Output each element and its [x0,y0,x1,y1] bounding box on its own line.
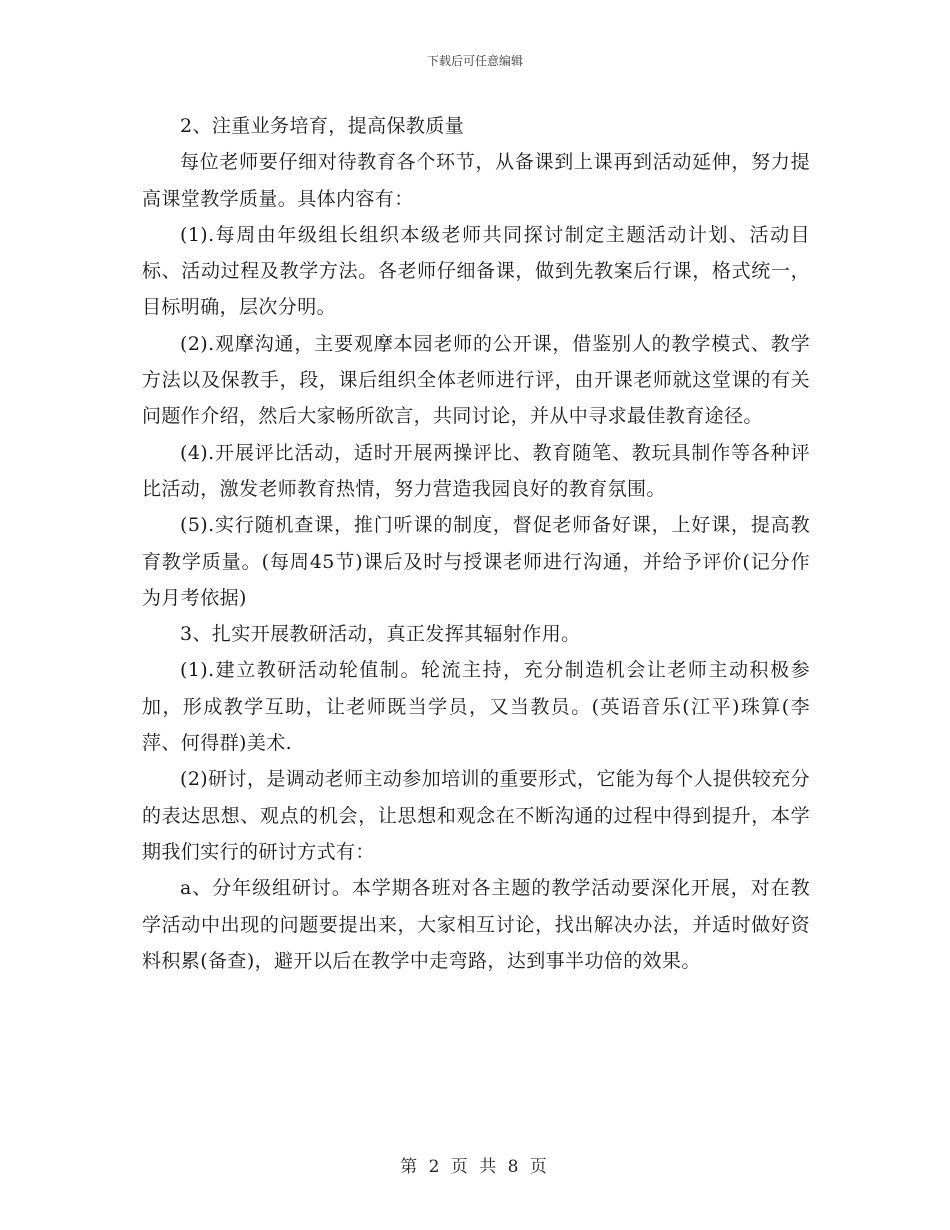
paragraph-research-a: a、分年级组研讨。本学期各班对各主题的教学活动要深化开展，对在教学活动中出现的问题要提出来，大家相互讨论，找出解决办法，并适时做好资料积累(备查)，避开以后在教学中走弯路，达到事半功倍的效果。 [142,877,810,972]
paragraph-item-1: (1).每周由年级组长组织本级老师共同探讨制定主题活动计划、活动目标、活动过程及教学方法。各老师仔细备课，做到先教案后行课，格式统一，目标明确，层次分明。 [142,223,810,319]
section-heading-2: 2、注重业务培育，提高保教质量 [180,115,465,137]
paragraph-item-4: (4).开展评比活动，适时开展两操评比、教育随笔、教玩具制作等各种评比活动，激发老师教育热情，努力营造我园良好的教育氛围。 [142,441,810,500]
page-header-note: 下载后可任意编辑 [426,54,523,68]
paragraph-item-5: (5).实行随机查课，推门听课的制度，督促老师备好课，上好课，提高教育教学质量。(每周45节)课后及时与授课老师进行沟通，并给予评价(记分作为月考依据) [142,514,810,609]
document-body [142,108,810,979]
section-heading-3: 3、扎实开展教研活动，真正发挥其辐射作用。 [180,623,581,646]
paragraph-research-2: (2)研讨，是调动老师主动参加培训的重要形式，它能为每个人提供较充分的表达思想、观点的机会，让思想和观念在不断沟通的过程中得到提升，本学期我们实行的研讨方式有： [142,768,810,863]
paragraph-item-2: (2).观摩沟通，主要观摩本园老师的公开课，借鉴别人的教学模式、教学方法以及保教手，段，课后组织全体老师进行评，由开课老师就这堂课的有关问题作介绍，然后大家畅所欲言，共同讨论，并从中寻求最佳教育途径。 [142,332,810,428]
page-number: 第 2 页 共 8 页 [400,1157,550,1177]
paragraph-research-1: (1).建立教研活动轮值制。轮流主持，充分制造机会让老师主动积极参加，形成教学互助，让老师既当学员，又当教员。(英语音乐(江平)珠算(李萍、何得群)美术. [142,659,810,755]
paragraph-intro: 每位老师要仔细对待教育各个环节，从备课到上课再到活动延伸，努力提高课堂教学质量。具体内容有： [142,151,810,210]
